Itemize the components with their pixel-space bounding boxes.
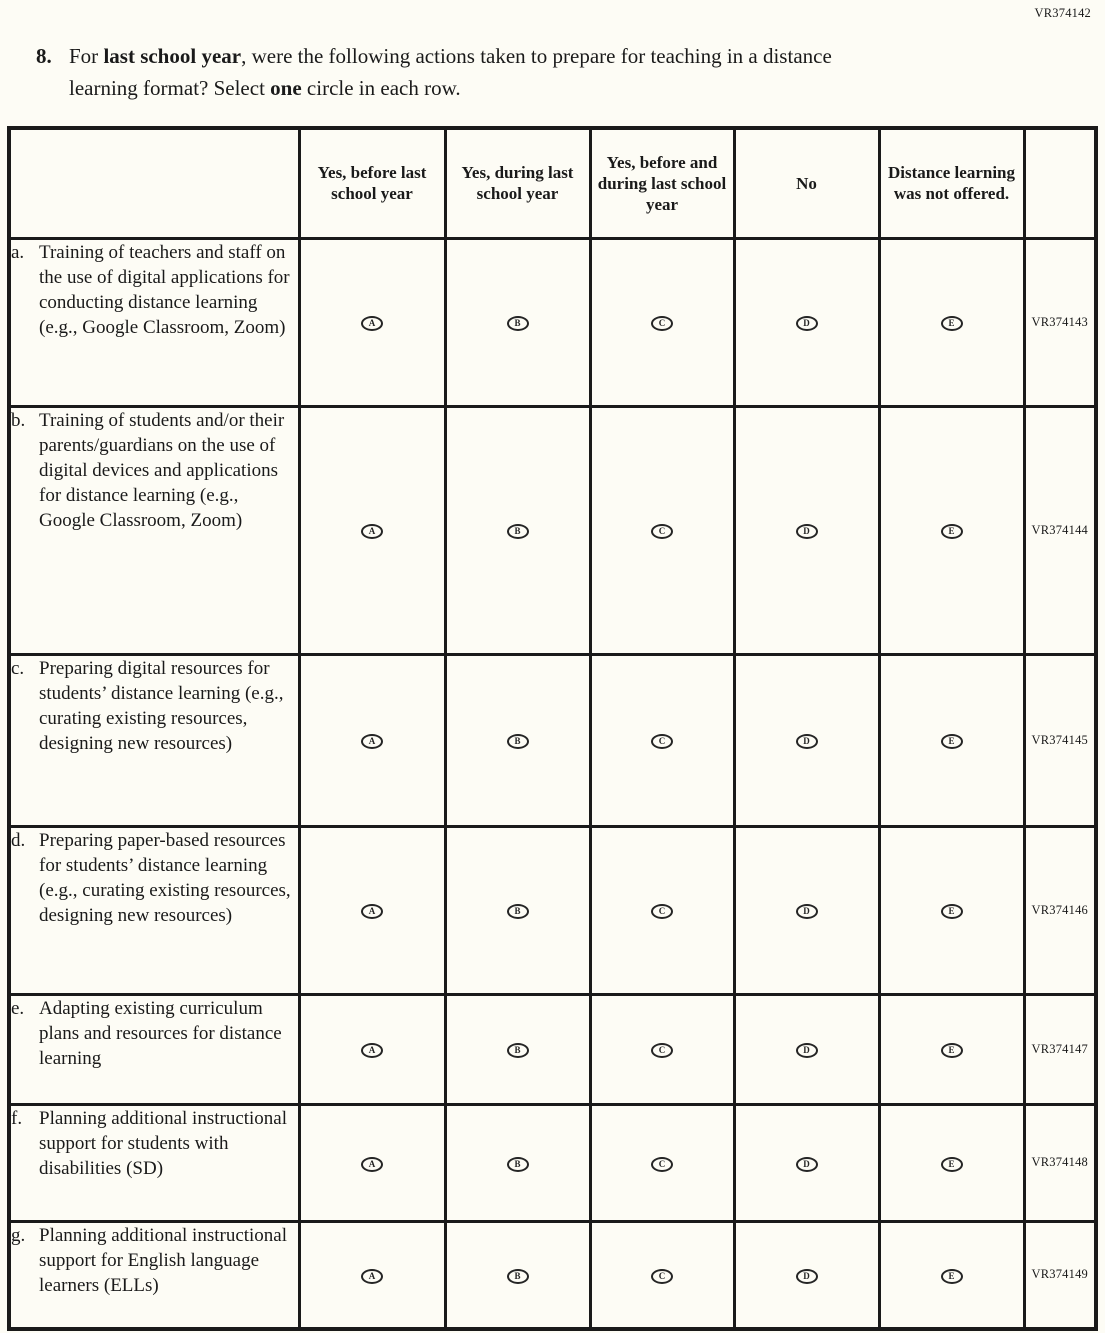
- answer-cell-D: [734, 406, 879, 654]
- item-text: Adapting existing curriculum plans and resources for distance learning: [39, 997, 282, 1069]
- answer-cell-C: [590, 994, 734, 1104]
- column-header-yes-before: Yes, before last school year: [299, 128, 445, 238]
- question-text: [69, 40, 897, 104]
- bubble-B[interactable]: B: [507, 1157, 529, 1172]
- row-label: [9, 1104, 299, 1221]
- answer-cell-D: [734, 994, 879, 1104]
- vr-code: VR374145: [1024, 654, 1096, 826]
- bubble-E[interactable]: E: [941, 1157, 963, 1172]
- vr-code: VR374146: [1024, 826, 1096, 994]
- bubble-D[interactable]: D: [796, 1043, 818, 1058]
- question-text-bold: last school year: [103, 44, 242, 68]
- table-row: [9, 1221, 1096, 1329]
- row-label: [9, 406, 299, 654]
- item-letter: g.: [11, 1224, 26, 1246]
- table-row: [9, 826, 1096, 994]
- header-empty-vr: [1024, 128, 1096, 238]
- answer-cell-D: [734, 1104, 879, 1221]
- bubble-C[interactable]: C: [651, 734, 673, 749]
- column-header-yes-before-and-during: Yes, before and during last school year: [590, 128, 734, 238]
- bubble-C[interactable]: C: [651, 1157, 673, 1172]
- row-label: [9, 1221, 299, 1329]
- table-row: [9, 654, 1096, 826]
- item-letter: b.: [11, 409, 26, 431]
- answer-cell-A: [299, 1104, 445, 1221]
- column-header-not-offered: Distance learning was not offered.: [879, 128, 1024, 238]
- row-label: [9, 826, 299, 994]
- bubble-B[interactable]: B: [507, 734, 529, 749]
- answer-cell-D: [734, 826, 879, 994]
- answer-cell-E: [879, 406, 1024, 654]
- bubble-C[interactable]: C: [651, 1043, 673, 1058]
- answer-cell-E: [879, 1104, 1024, 1221]
- vr-code: VR374144: [1024, 406, 1096, 654]
- bubble-D[interactable]: D: [796, 1157, 818, 1172]
- header-row: [9, 128, 1096, 238]
- question-table: [7, 126, 1098, 1331]
- answer-cell-B: [445, 1104, 590, 1221]
- answer-cell-A: [299, 654, 445, 826]
- answer-cell-A: [299, 826, 445, 994]
- bubble-E[interactable]: E: [941, 316, 963, 331]
- item-text: Preparing digital resources for students’ distance learning (e.g., curating existing resources, designing new resources): [39, 657, 284, 754]
- table-row: [9, 994, 1096, 1104]
- bubble-E[interactable]: E: [941, 904, 963, 919]
- bubble-D[interactable]: D: [796, 904, 818, 919]
- row-label: [9, 994, 299, 1104]
- table-row: [9, 238, 1096, 406]
- item-letter: a.: [11, 241, 25, 263]
- item-text: Training of students and/or their parents/guardians on the use of digital devices and applications for distance learning (e.g., Google Classroom, Zoom): [39, 409, 285, 531]
- answer-cell-E: [879, 994, 1024, 1104]
- bubble-B[interactable]: B: [507, 316, 529, 331]
- question-text-bold: one: [270, 76, 302, 100]
- vr-code: VR374149: [1024, 1221, 1096, 1329]
- bubble-E[interactable]: E: [941, 1043, 963, 1058]
- item-text: Planning additional instructional support for students with disabilities (SD): [39, 1107, 288, 1179]
- bubble-C[interactable]: C: [651, 524, 673, 539]
- table-row: [9, 1104, 1096, 1221]
- answer-cell-A: [299, 1221, 445, 1329]
- bubble-C[interactable]: C: [651, 1269, 673, 1284]
- question-block: [0, 0, 1105, 104]
- answer-cell-E: [879, 1221, 1024, 1329]
- bubble-A[interactable]: A: [361, 316, 383, 331]
- bubble-A[interactable]: A: [361, 1157, 383, 1172]
- answer-cell-B: [445, 826, 590, 994]
- bubble-C[interactable]: C: [651, 316, 673, 331]
- answer-cell-C: [590, 406, 734, 654]
- bubble-A[interactable]: A: [361, 1269, 383, 1284]
- question-text-part: circle in each row.: [301, 76, 461, 100]
- item-letter: e.: [11, 997, 25, 1019]
- bubble-A[interactable]: A: [361, 904, 383, 919]
- answer-cell-A: [299, 994, 445, 1104]
- answer-cell-C: [590, 1104, 734, 1221]
- bubble-D[interactable]: D: [796, 524, 818, 539]
- bubble-E[interactable]: E: [941, 524, 963, 539]
- answer-cell-B: [445, 654, 590, 826]
- column-header-no: No: [734, 128, 879, 238]
- answer-cell-B: [445, 238, 590, 406]
- answer-cell-E: [879, 238, 1024, 406]
- vr-code: VR374147: [1024, 994, 1096, 1104]
- table-row: [9, 406, 1096, 654]
- answer-cell-D: [734, 654, 879, 826]
- answer-cell-E: [879, 826, 1024, 994]
- answer-cell-D: [734, 238, 879, 406]
- answer-cell-E: [879, 654, 1024, 826]
- bubble-E[interactable]: E: [941, 1269, 963, 1284]
- question-text-part: , were the following actions taken to prepare for teaching in a distance learning format? Select: [69, 44, 832, 100]
- bubble-C[interactable]: C: [651, 904, 673, 919]
- item-letter: d.: [11, 829, 26, 851]
- question-text-part: For: [69, 44, 104, 68]
- column-header-yes-during: Yes, during last school year: [445, 128, 590, 238]
- answer-cell-A: [299, 238, 445, 406]
- bubble-D[interactable]: D: [796, 734, 818, 749]
- bubble-A[interactable]: A: [361, 734, 383, 749]
- answer-cell-C: [590, 238, 734, 406]
- question-number: 8.: [36, 44, 52, 68]
- bubble-B[interactable]: B: [507, 904, 529, 919]
- item-letter: f.: [11, 1107, 23, 1129]
- bubble-B[interactable]: B: [507, 1043, 529, 1058]
- bubble-B[interactable]: B: [507, 1269, 529, 1284]
- item-text: Training of teachers and staff on the use of digital applications for conducting distance learning (e.g., Google Classroom, Zoom): [39, 241, 290, 338]
- row-label: [9, 654, 299, 826]
- item-letter: c.: [11, 657, 25, 679]
- answer-cell-B: [445, 1221, 590, 1329]
- answer-cell-C: [590, 654, 734, 826]
- bubble-B[interactable]: B: [507, 524, 529, 539]
- vr-code: VR374148: [1024, 1104, 1096, 1221]
- bubble-A[interactable]: A: [361, 524, 383, 539]
- bubble-A[interactable]: A: [361, 1043, 383, 1058]
- answer-cell-B: [445, 406, 590, 654]
- bubble-D[interactable]: D: [796, 316, 818, 331]
- row-label: [9, 238, 299, 406]
- answer-cell-A: [299, 406, 445, 654]
- item-text: Planning additional instructional support for English language learners (ELLs): [39, 1224, 288, 1296]
- answer-cell-C: [590, 1221, 734, 1329]
- vr-code: VR374143: [1024, 238, 1096, 406]
- item-text: Preparing paper-based resources for students’ distance learning (e.g., curating existing resources, designing new resources): [39, 829, 291, 926]
- header-empty: [9, 128, 299, 238]
- answer-cell-C: [590, 826, 734, 994]
- page-code: VR374142: [1034, 6, 1091, 20]
- bubble-E[interactable]: E: [941, 734, 963, 749]
- answer-cell-B: [445, 994, 590, 1104]
- bubble-D[interactable]: D: [796, 1269, 818, 1284]
- answer-cell-D: [734, 1221, 879, 1329]
